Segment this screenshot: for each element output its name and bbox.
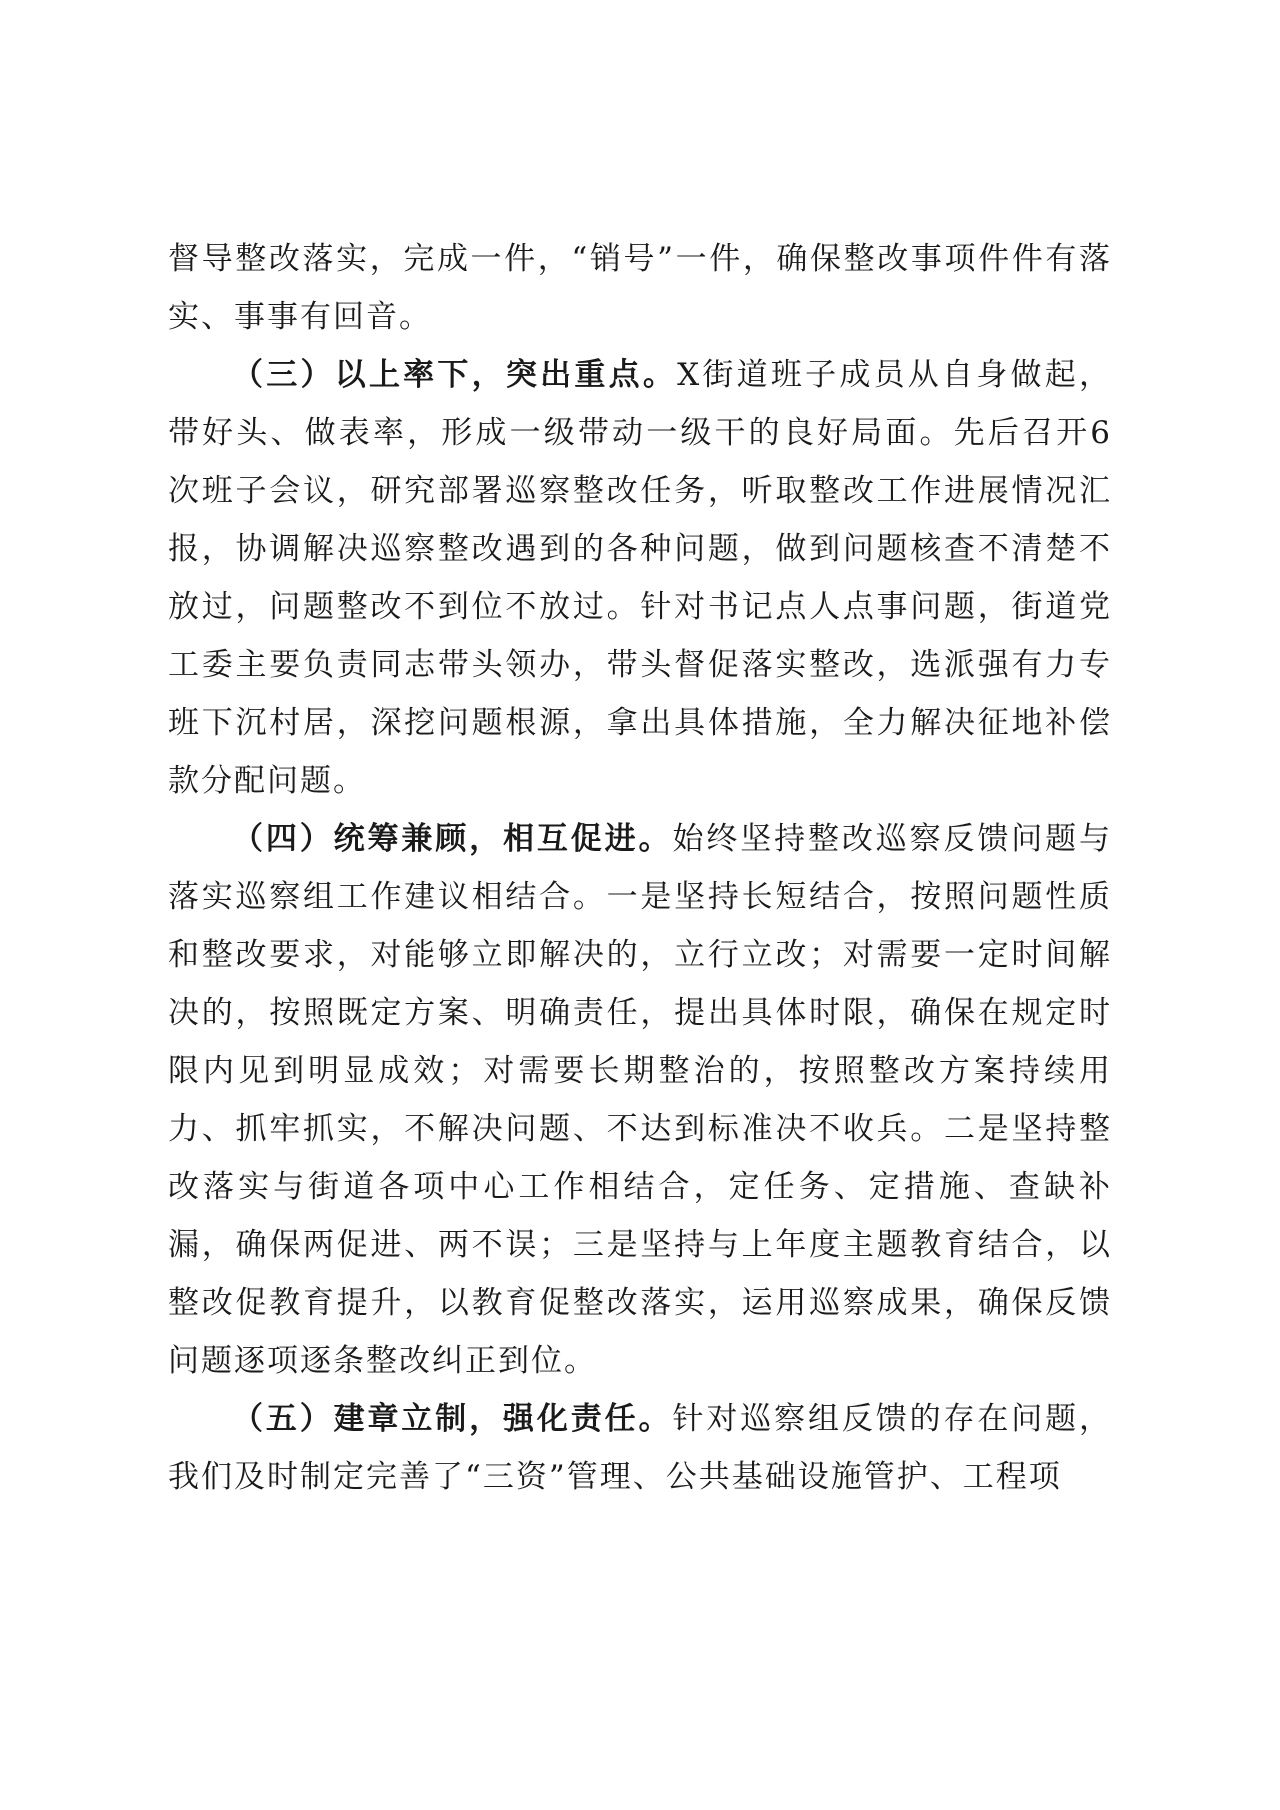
paragraph-section-5 bbox=[168, 1390, 1112, 1506]
paragraph-body: 始终坚持整改巡察反馈问题与落实巡察组工作建议相结合。一是坚持长短结合，按照问题性质和整改要求，对能够立即解决的，立行立改；对需要一定时间解决的，按照既定方案、明确责任，提出具体时限，确保在规定时限内见到明显成效；对需要长期整治的，按照整改方案持续用力、抓牢抓实，不解决问题、不达到标准决不收兵。二是坚持整改落实与街道各项中心工作相结合，定任务、定措施、查缺补漏，确保两促进、两不误；三是坚持与上年度主题教育结合，以整改促教育提升，以教育促整改落实，运用巡察成果，确保反馈问题逐项逐条整改纠正到位。 bbox=[168, 821, 1113, 1379]
section-heading: （四）统筹兼顾，相互促进。 bbox=[232, 821, 673, 857]
paragraph-body: 督导整改落实，完成一件，“销号”一件，确保整改事项件件有落实、事事有回音。 bbox=[168, 241, 1112, 335]
paragraph-section-3 bbox=[168, 346, 1112, 810]
paragraph-continuation bbox=[168, 230, 1112, 346]
document-body bbox=[168, 230, 1112, 1506]
paragraph-section-4 bbox=[168, 810, 1112, 1390]
paragraph-body: 针对巡察组反馈的存在问题，我们及时制定完善了“三资”管理、公共基础设施管护、工程项 bbox=[168, 1401, 1113, 1495]
section-heading: （三）以上率下，突出重点。 bbox=[232, 357, 678, 393]
section-heading: （五）建章立制，强化责任。 bbox=[232, 1401, 673, 1437]
paragraph-body: X街道班子成员从自身做起，带好头、做表率，形成一级带动一级干的良好局面。先后召开6次班子会议，研究部署巡察整改任务，听取整改工作进展情况汇报，协调解决巡察整改遇到的各种问题，做到问题核查不清楚不放过，问题整改不到位不放过。针对书记点人点事问题，街道党工委主要负责同志带头领办，带头督促落实整改，选派强有力专班下沉村居，深挖问题根源，拿出具体措施，全力解决征地补偿款分配问题。 bbox=[168, 357, 1112, 799]
